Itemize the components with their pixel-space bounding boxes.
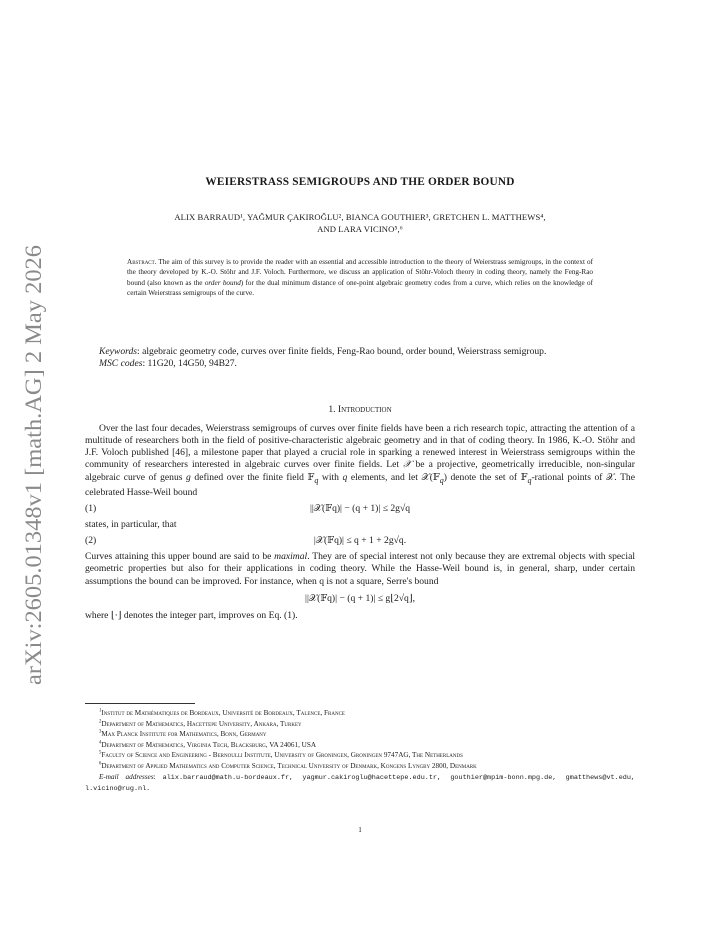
footnote-5 [85, 750, 635, 761]
footnote-2 [85, 719, 635, 730]
equation-2 [85, 535, 635, 547]
abstract-emphasis: order bound [204, 278, 241, 287]
intro-paragraph-3: where ⌊·⌋ denotes the integer part, improves on Eq. (1). [85, 609, 298, 621]
page-number: 1 [358, 826, 362, 834]
keywords-text: : algebraic geometry code, curves over finite fields, Feng-Rao bound, order bound, Weierstrass semigroup. [137, 346, 547, 357]
abstract-label: Abstract. [127, 258, 157, 266]
footnote-text: Department of Mathematics, Hacettepe University, Ankara, Turkey [101, 719, 302, 728]
footnote-3 [85, 729, 635, 740]
footnote-mark: 1 [99, 708, 102, 714]
footnote-1 [85, 708, 635, 719]
msc-label: MSC codes [99, 358, 143, 370]
abstract-text-2: ) for the dual minimum distance of one-point algebraic geometry codes from a curve, which relies on the knowledge of certain Weierstrass semigroups of the curve. [127, 278, 593, 298]
section-heading [85, 404, 635, 415]
intro-text: be a projective, geometrically irreducible, non-singular algebraic curve of genus [85, 459, 635, 483]
footnote-text: Institut de Mathématiques de Bordeaux, Université de Bordeaux, Talence, France [101, 709, 345, 717]
intro-text: . They are of special interest not only because they are extremal objects with special geometric properties but also for their applications in coding theory. While the Hasse-Weil bound is, in general, sharp, under certain assumptions the bound can be improved. For instance, when q is not a square, Serre's bound [85, 551, 635, 587]
intro-text: elements, and let 𝒳(𝔽 [347, 471, 440, 483]
math-q: q [314, 475, 319, 485]
footnote-mark: 4 [99, 740, 102, 746]
math-genus: g [186, 471, 191, 483]
footnote-text: Max Planck Institute for Mathematics, Bonn, Germany [101, 730, 267, 739]
intro-text: with [318, 471, 343, 483]
keywords-block [85, 346, 635, 370]
math-q: q [439, 475, 444, 485]
footnote-6 [85, 761, 635, 772]
footnote-text: Faculty of Science and Engineering - Bernoulli Institute, University of Groningen, Groningen 9747AG, The Netherlands [101, 751, 463, 760]
email-list: alix.barraud@math.u-bordeaux.fr, yagmur.cakiroglu@hacettepe.edu.tr, gouthier@mpim-bonn.mpg.de, gmatthews@vt.edu, l.vicino@rug.nl. [85, 773, 636, 794]
equation-2-body: |𝒳(𝔽q)| ≤ q + 1 + 2g√q. [313, 535, 407, 547]
footnotes [85, 708, 635, 795]
footnote-text: Department of Mathematics, Virginia Tech, Blacksburg, VA 24061, USA [101, 740, 317, 749]
intro-text: ) denote the set of 𝔽 [443, 471, 528, 483]
footnote-text: Department of Applied Mathematics and Computer Science, Technical University of Denmark, Kongens Lyngby 2800, Denmark [101, 761, 477, 770]
emphasis-maximal: maximal [274, 551, 308, 563]
footnote-mark: 3 [99, 729, 102, 735]
equation-1-number: (1) [85, 502, 97, 514]
arxiv-identifier-stamp [14, 245, 50, 685]
equation-2-number: (2) [85, 535, 97, 547]
footnote-4 [85, 740, 635, 751]
footnote-mark: 5 [99, 750, 102, 756]
author-line-2: AND LARA VICINO⁵,⁶ [317, 224, 403, 234]
equation-1-body: ||𝒳(𝔽q)| − (q + 1)| ≤ 2g√q [309, 502, 411, 514]
keywords-line [85, 346, 635, 358]
author-list [85, 211, 635, 235]
arxiv-identifier-text: arXiv:2605.01348v1 [math.AG] 2 May 2026 [21, 271, 46, 685]
msc-line [85, 358, 635, 370]
math-curve: 𝒳 [403, 459, 412, 471]
equation-serre: ||𝒳(𝔽q)| − (q + 1)| ≤ g⌊2√q⌋, [305, 592, 415, 604]
footnote-mark: 2 [99, 719, 102, 725]
intro-text: Curves attaining this upper bound are said to be [85, 551, 275, 563]
msc-text: : 11G20, 14G50, 94B27. [142, 358, 237, 370]
section-title: Introduction [337, 404, 392, 415]
intro-text: -rational points of 𝒳. The celebrated Hasse-Weil bound [85, 471, 635, 498]
paper-title: WEIERSTRASS SEMIGROUPS AND THE ORDER BOUND [205, 176, 515, 188]
math-q: q [527, 475, 532, 485]
footnote-divider [85, 703, 195, 704]
footnote-mark: 6 [99, 761, 102, 767]
intro-text: defined over the finite field 𝔽 [190, 471, 315, 483]
intro-paragraph-1 [85, 423, 635, 499]
intro-connector: states, in particular, that [85, 518, 177, 530]
equation-1 [85, 503, 635, 515]
introduction-body [85, 423, 635, 622]
math-q: q [342, 471, 348, 483]
abstract-text-1: The aim of this survey is to provide the reader with an essential and accessible introduction to the theory of Weierstrass semigroups, in the context of the theory developed by K.-O. Stöhr and J.F. Voloch. Furthermore, we discuss an application of Stöhr-Voloch theory in coding theory, namely the Feng-Rao bound (also known as the [127, 258, 593, 287]
email-label: E-mail addresses [99, 772, 154, 781]
abstract [127, 257, 593, 299]
intro-paragraph-2 [85, 551, 635, 587]
intro-text: Over the last four decades, Weierstrass semigroups of curves over finite fields have been a rich research topic, attracting the attention of a multitude of researchers both in the field of positive-characteristic algebraic geometry and in that of coding theory. In 1986, K.-O. Stöhr and J.F. Voloch published [46], a milestone paper that played a crucial role in sparking a renewed interest in Weierstrass semigroups within the community of researchers interested in algebraic curves over finite fields. Let [85, 423, 635, 471]
keywords-label: Keywords [99, 346, 138, 357]
email-addresses: E-mail addresses: alix.barraud@math.u-bordeaux.fr, yagmur.cakiroglu@hacettepe.edu.tr, gouthier@mpim-bonn.mpg.de, gmatthews@vt.edu, l.vicino@rug.nl. [85, 772, 636, 794]
section-number: 1. [328, 404, 336, 415]
author-line-1: ALIX BARRAUD¹, YAĞMUR ÇAKIROĞLU², BIANCA GOUTHIER³, GRETCHEN L. MATTHEWS⁴, [174, 212, 546, 222]
